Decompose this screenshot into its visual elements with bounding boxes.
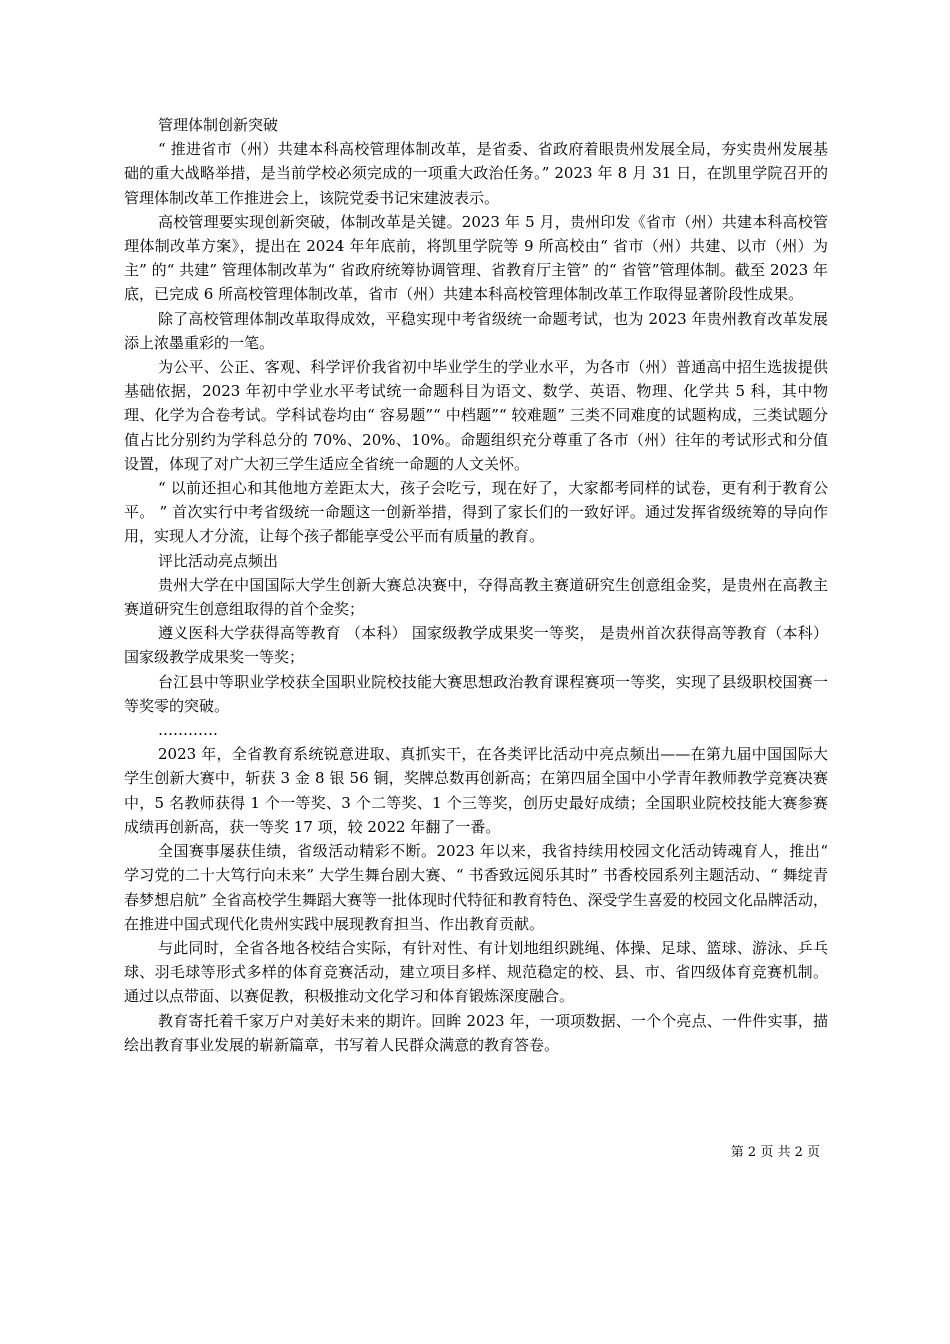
paragraph: 台江县中等职业学校获全国职业院校技能大赛思想政治教育课程赛项一等奖，实现了县级职校国赛一等奖零的突破。	[124, 672, 828, 715]
paragraph: 贵州大学在中国国际大学生创新大赛总决赛中，夺得高教主赛道研究生创意组金奖，是贵州在高教主赛道研究生创意组取得的首个金奖；	[124, 575, 828, 619]
paragraph: “ 以前还担心和其他地方差距太大，孩子会吃亏，现在好了，大家都考同样的试卷，更有利于教育公平。 ” 首次实行中考省级统一命题这一创新举措，得到了家长们的一致好评。通过发挥省级统筹的导向作用，实现人才分流，让每个孩子都能享受公平而有质量的教育。	[124, 479, 828, 546]
paragraph: 教育寄托着千家万户对美好未来的期许。回眸 2023 年，一项项数据、一个个亮点、一件件实事，描绘出教育事业发展的崭新篇章，书写着人民群众满意的教育答卷。	[124, 1011, 828, 1054]
ellipsis-line: …………	[158, 721, 218, 740]
paragraph: “ 推进省市（州）共建本科高校管理体制改革，是省委、省政府着眼贵州发展全局，夯实贵州发展基础的重大战略举措，是当前学校必须完成的一项重大政治任务。” 2023 年 8 月 31 日，在凯里学院召开的管理体制改革工作推进会上，该院党委书记宋建波表示。	[124, 140, 828, 207]
section-heading: 评比活动亮点频出	[158, 551, 279, 570]
paragraph: 除了高校管理体制改革取得成效，平稳实现中考省级统一命题考试，也为 2023 年贵州教育改革发展添上浓墨重彩的一笔。	[124, 309, 828, 352]
paragraph: 全国赛事屡获佳绩，省级活动精彩不断。2023 年以来，我省持续用校园文化活动铸魂育人，推出“ 学习党的二十大笃行向未来” 大学生舞台剧大赛、“ 书香致远阅乐其时” 书香校园系列主题活动、“ 舞绽青春梦想启航” 全省高校学生舞蹈大赛等一批体现时代特征和教育特色、深受学生喜爱的校园文化品牌活动，在推进中国式现代化贵州实践中展现教育担当、作出教育贡献。	[124, 842, 828, 933]
paragraph: 2023 年，全省教育系统锐意进取、真抓实干，在各类评比活动中亮点频出——在第九届中国国际大学生创新大赛中，斩获 3 金 8 银 56 铜，奖牌总数再创新高；在第四届全国中小学青年教师教学竞赛决赛中，5 名教师获得 1 个一等奖、3 个二等奖、1 个三等奖，创历史最好成绩；全国职业院校技能大赛参赛成绩再创新高，获一等奖 17 项，较 2022 年翻了一番。	[124, 745, 828, 836]
paragraph: 为公平、公正、客观、科学评价我省初中毕业学生的学业水平，为各市（州）普通高中招生选拔提供基础依据，2023 年初中学业水平考试统一命题科目为语文、数学、英语、物理、化学共 5 科，其中物理、化学为合卷考试。学科试卷均由“ 容易题”“ 中档题”“ 较难题” 三类不同难度的试题构成，三类试题分值占比分别约为学科总分的 70%、20%、10%。命题组织充分尊重了各市（州）往年的考试形式和分值设置，体现了对广大初三学生适应全省统一命题的人文关怀。	[124, 358, 828, 473]
section-heading: 管理体制创新突破	[158, 116, 279, 134]
page-number-footer: 第 2 页 共 2 页	[730, 1145, 820, 1160]
paragraph: 遵义医科大学获得高等教育 （本科） 国家级教学成果奖一等奖， 是贵州首次获得高等教育（本科）国家级教学成果奖一等奖；	[124, 624, 828, 667]
document-body	[124, 113, 828, 1057]
paragraph: 高校管理要实现创新突破，体制改革是关键。2023 年 5 月，贵州印发《省市（州）共建本科高校管理体制改革方案》，提出在 2024 年年底前，将凯里学院等 9 所高校由“ 省市（州）共建、以市（州）为主” 的“ 共建” 管理体制改革为“ 省政府统筹协调管理、省教育厅主管” 的“ 省管”管理体制。截至 2023 年底，已完成 6 所高校管理体制改革，省市（州）共建本科高校管理体制改革工作取得显著阶段性成果。	[124, 212, 828, 304]
paragraph: 与此同时，全省各地各校结合实际，有针对性、有计划地组织跳绳、体操、足球、篮球、游泳、乒乓球、羽毛球等形式多样的体育竞赛活动，建立项目多样、规范稳定的校、县、市、省四级体育竞赛机制。通过以点带面、以赛促教，积极推动文化学习和体育锻炼深度融合。	[124, 938, 828, 1006]
